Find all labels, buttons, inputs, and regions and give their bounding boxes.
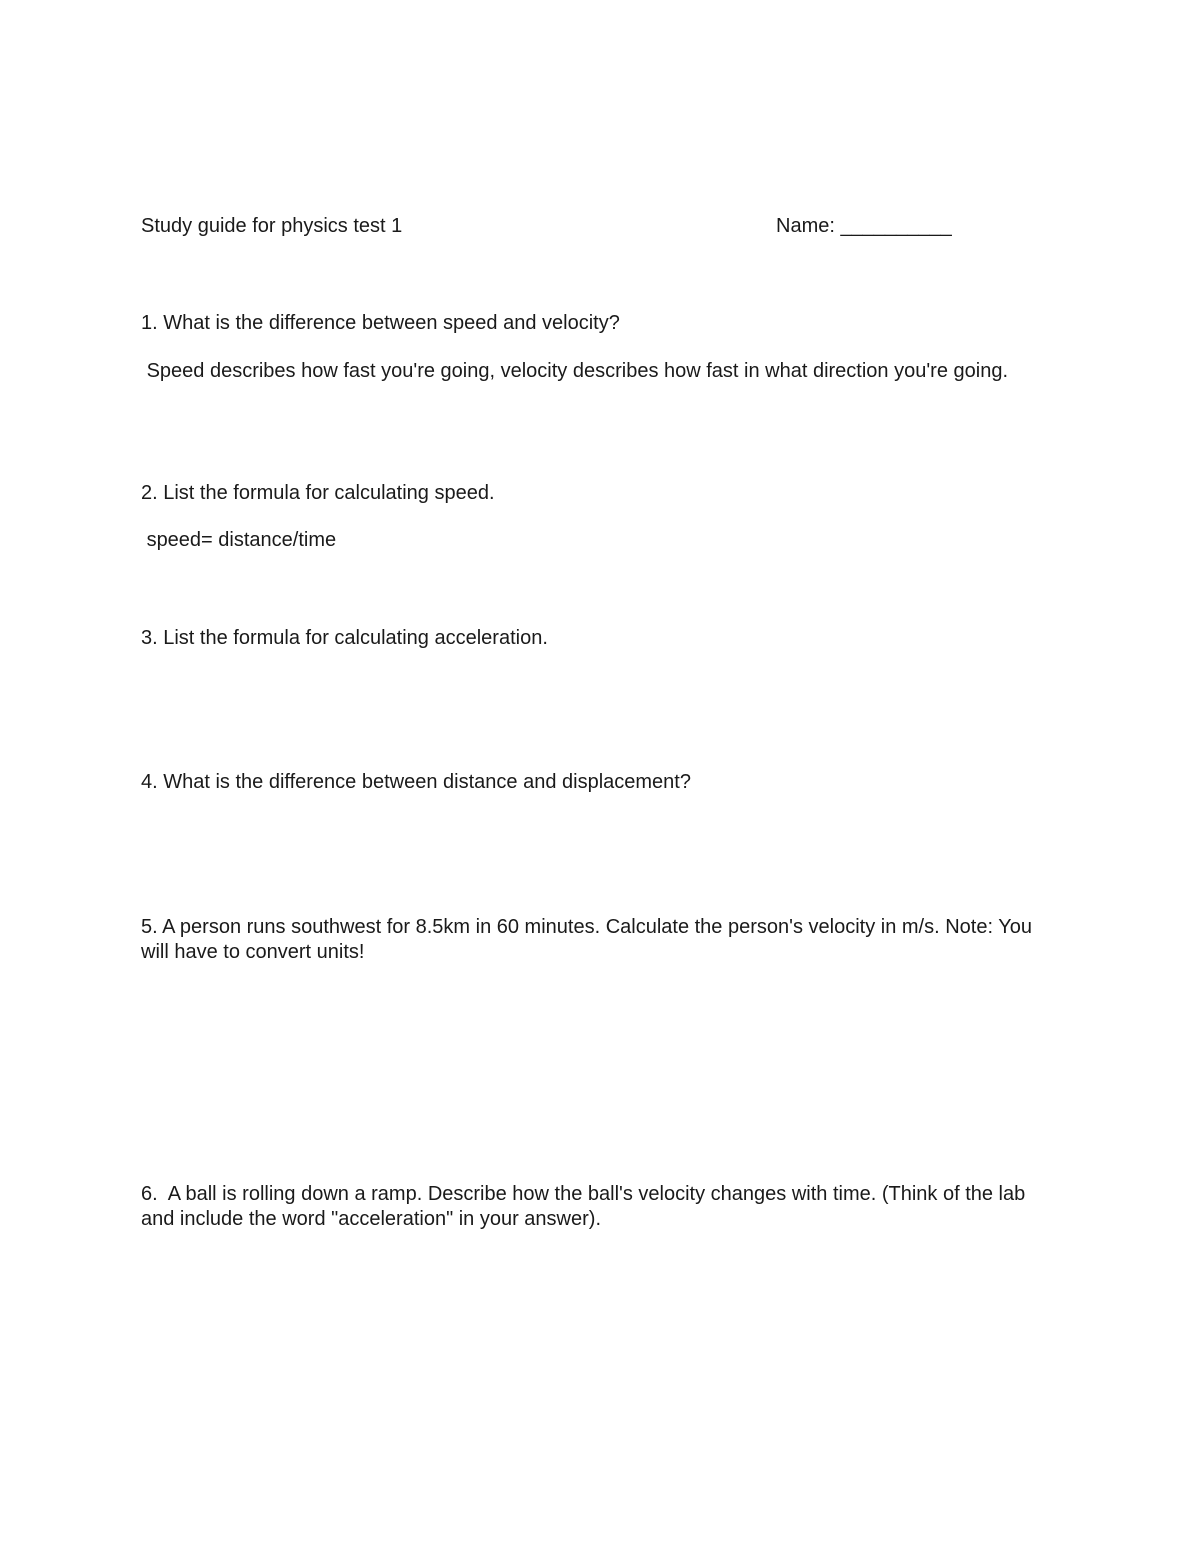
document-title: Study guide for physics test 1 <box>141 215 403 237</box>
question-3: 3. List the formula for calculating acceleration. <box>141 627 548 649</box>
question-2: 2. List the formula for calculating speed. <box>141 482 495 504</box>
question-6: 6. A ball is rolling down a ramp. Describe how the ball's velocity changes with time. (Think of the lab and include the word "acceleration" in your answer). <box>141 1183 1031 1230</box>
question-5: 5. A person runs southwest for 8.5km in 60 minutes. Calculate the person's velocity in m/s. Note: You will have to convert units! <box>141 916 1038 963</box>
answer-2: speed= distance/time <box>141 529 337 551</box>
name-field-label: Name: __________ <box>776 215 952 237</box>
question-4: 4. What is the difference between distance and displacement? <box>141 771 691 793</box>
answer-1: Speed describes how fast you're going, velocity describes how fast in what direction you're going. <box>141 360 1009 382</box>
question-1: 1. What is the difference between speed and velocity? <box>141 312 620 334</box>
